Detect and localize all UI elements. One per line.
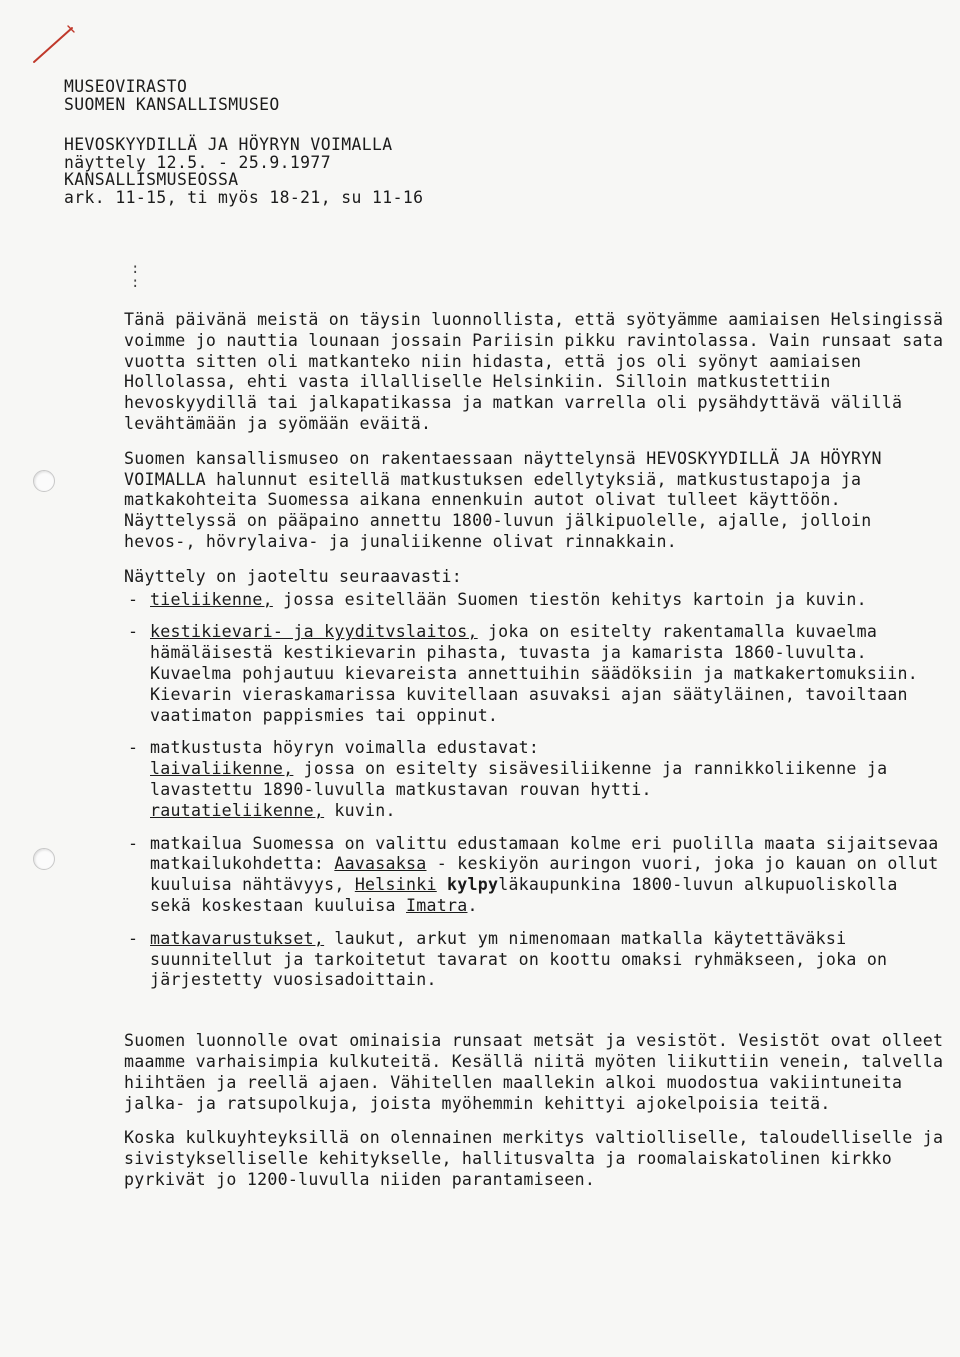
list-item: - matkustusta höyryn voimalla edustavat: laivaliikenne, jossa on esitelty sisävesiliikenne ja rannikkoliikenne ja lavastettu 1890-luvulla matkustavan rouvan hytti. rautatieliikenne, kuvin. bbox=[124, 738, 944, 821]
paragraph-sections-heading: Näyttely on jaoteltu seuraavasti: bbox=[124, 566, 462, 586]
pencil-mark-icon bbox=[28, 20, 78, 70]
document-body bbox=[124, 310, 944, 1205]
list-item: - matkailua Suomessa on valittu edustamaan kolme eri puolilla maata sijaitsevaa matkailukohdetta: Aavasaksa - keskiyön auringon vuori, joka jo kauan on ollut kuuluisa nähtävyys, Helsinki kylpyläkaupunkina 1800-luvun alkupuoliskolla sekä koskestaan kuuluisa Imatra. bbox=[124, 834, 944, 917]
section-list bbox=[124, 590, 944, 992]
punch-hole bbox=[33, 848, 55, 870]
header-exhibition-title: HEVOSKYYDILLÄ JA HÖYRYN VOIMALLA bbox=[64, 135, 393, 154]
punch-hole bbox=[33, 470, 55, 492]
header-dates: näyttely 12.5. - 25.9.1977 bbox=[64, 152, 331, 172]
margin-marks: : : bbox=[131, 261, 140, 291]
list-item: - tieliikenne, jossa esitellään Suomen tiestön kehitys kartoin ja kuvin. bbox=[124, 590, 944, 611]
list-item: - kestikievari- ja kyyditvslaitos, joka on esitelty rakentamalla kuvaelma hämäläisestä kestikievarin pihasta, tuvasta ja kamarista 1860-luvulta. Kuvaelma pohjautuu kievareista annettuihin säädöksiin ja matkakertomuksiin. Kievarin vieraskamarissa kuvitellaan asuvaksi ajan säätyläinen, tavoiltaan vaatimaton pappismies tai oppinut. bbox=[124, 622, 944, 726]
header-institution: MUSEOVIRASTO bbox=[64, 77, 188, 96]
list-item: - matkavarustukset, laukut, arkut ym nimenomaan matkalla käytettäväksi suunnitellut ja tarkoitetut tavarat on koottu omaksi ryhmäkseen, joka on järjestetty vuosisadoittain. bbox=[124, 929, 944, 991]
document-header bbox=[64, 78, 423, 206]
paragraph-exhibition: Suomen kansallismuseo on rakentaessaan näyttelynsä HEVOSKYYDILLÄ JA HÖYRYN VOIMALLA halunnut esitellä matkustuksen edellytyksiä, matkustustapoja ja matkakohteita Suomessa aikana ennenkuin autot olivat tulleet käyttöön. Näyttelyssä on pääpaino annettu 1800-luvun jälkipuolelle, ajalle, jolloin hevos-, hövrylaiva- ja junaliikenne olivat rinnakkain. bbox=[124, 448, 882, 551]
paragraph-nature: Suomen luonnolle ovat ominaisia runsaat metsät ja vesistöt. Vesistöt ovat olleet maamme varhaisimpia kulkuteitä. Kesällä niitä myöten liikuttiin venein, talvella hiihtäen ja reellä ajaen. Vähitellen maallekin alkoi muodostua vakiintuneita jalka- ja ratsupolkuja, joista myöhemmin kehittyi ajokelpoisia teitä. bbox=[124, 1031, 944, 1113]
paragraph-intro: Tänä päivänä meistä on täysin luonnollista, että syötyämme aamiaisen Helsingissä voimme jo nauttia lounaan jossain Pariisin pikku ravintolassa. Vain runsaat sata vuotta sitten oli matkanteko niin hidasta, että jos oli syönyt aamiaisen Hollolassa, ehti vasta illalliselle Helsinkiin. Silloin matkustettiin hevoskyydillä tai jalkapatikassa ja matkan varrella oli pysähdyttävä välillä levähtämään ja syömään eväitä. bbox=[124, 310, 944, 433]
paragraph-history: Koska kulkuyhteyksillä on olennainen merkitys valtiolliselle, taloudelliselle ja sivistykselliselle kehitykselle, hallitusvalta ja roomalaiskatolinen kirkko pyrkivät jo 1200-luvulla niiden parantamiseen. bbox=[124, 1128, 944, 1189]
header-venue: KANSALLISMUSEOSSA bbox=[64, 170, 239, 189]
header-opening-hours: ark. 11-15, ti myös 18-21, su 11-16 bbox=[64, 187, 424, 207]
header-museum: SUOMEN KANSALLISMUSEO bbox=[64, 94, 280, 114]
